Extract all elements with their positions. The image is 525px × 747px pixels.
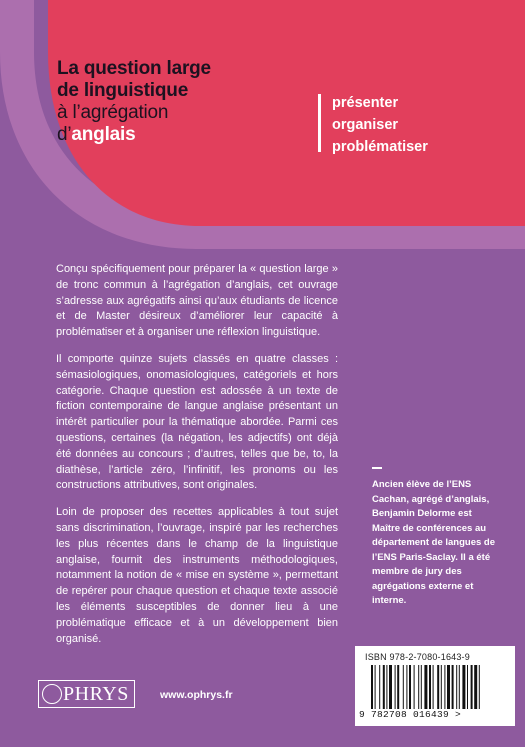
book-title [57, 58, 307, 146]
blurb-text [56, 262, 338, 658]
barcode-bar [421, 665, 422, 709]
barcode-bar [397, 665, 399, 709]
barcode-bar [395, 665, 396, 709]
tag-item: problématiser [332, 139, 428, 155]
barcode-bar [406, 665, 407, 709]
barcode-bar [418, 665, 419, 709]
isbn-barcode-box [355, 646, 515, 726]
title-word-anglais: anglais [71, 124, 136, 145]
barcode-bar [379, 665, 380, 709]
barcode-bar [389, 665, 392, 709]
barcode-bar [409, 665, 411, 709]
title-line-4 [57, 124, 307, 146]
barcode-bar [474, 665, 477, 709]
barcode-bar [456, 665, 457, 709]
barcode-bar [441, 665, 442, 709]
barcode-bar [386, 665, 387, 709]
barcode-bar [403, 665, 404, 709]
tag-item: présenter [332, 95, 399, 111]
barcode-bar [444, 665, 445, 709]
barcode-bar [383, 665, 385, 709]
barcode-bar [459, 665, 460, 709]
publisher-logo [38, 680, 135, 708]
blurb-paragraph-3: Loin de proposer des recettes applicables à tout sujet sans discrimination, l’ouvrage, inspiré par les recherches les plus récentes dans le champ de la linguistique anglaise, fournit des instruments méthodologiques, notamment la notion de « mise en système », permettant de repérer pour chaque question et chaque texte associé les éléments susceptibles de donner lieu à une problématique efficace et à un développement bien organisé. [56, 506, 338, 645]
isbn-label: ISBN 978-2-7080-1643-9 [365, 652, 470, 662]
barcode-digits: 9 782708 016439 > [359, 709, 462, 720]
blurb-paragraph-2: Il comporte quinze sujets classés en quatre classes : sémasiologiques, onomasiologiques, catégoriels et hors catégorie. Chaque question est adossée à un texte de fiction contemporaine de langue anglaise présentant un intérêt particulier pour la thématique abordée. Parmi ces questions, certaines (la négation, les adjectifs) ont déjà été données au concours ; d’autres, telles que be, to, la diathèse, l’article zéro, l’infinitif, les pronoms ou les constructions attributives, sont originales. [56, 352, 338, 492]
barcode-bar [467, 665, 468, 709]
barcode-bar [471, 665, 473, 709]
barcode-bar [424, 665, 427, 709]
barcode-bar [452, 665, 454, 709]
barcode-bar [462, 665, 465, 709]
key-verbs [332, 92, 428, 158]
barcode-bar [437, 665, 439, 709]
title-prefix: d’ [57, 124, 72, 145]
blurb-paragraph-1: Conçu spécifiquement pour préparer la « question large » de tronc commun à l’agrégation d’anglais, cet ouvrage s’adresse aux agrégatifs ainsi qu’aux étudiants de licence et de Master désireux d’améliorer leur capacité à problématiser et à organiser une réflexion linguistique. [56, 263, 338, 339]
barcode-icon [371, 665, 503, 709]
author-bio: Ancien élève de l’ENS Cachan, agrégé d’anglais, Benjamin Delorme est Maître de conférences au département de langues de l’ENS Paris-Saclay. Il a été membre de jury des agrégations externe et interne. [372, 479, 496, 606]
barcode-bar [371, 665, 373, 709]
ophrys-o-icon [42, 684, 62, 704]
barcode-bar [429, 665, 431, 709]
title-line-3: à l’agrégation [57, 102, 169, 123]
tags-divider [318, 94, 321, 152]
publisher-website: www.ophrys.fr [160, 689, 233, 701]
barcode-bar [375, 665, 376, 709]
barcode-bar [447, 665, 450, 709]
bio-rule [372, 467, 382, 469]
barcode-bar [433, 665, 434, 709]
barcode-bar [414, 665, 415, 709]
barcode-bar [479, 665, 480, 709]
title-line-1: La question large [57, 58, 211, 79]
tag-item: organiser [332, 117, 399, 133]
title-line-2: de linguistique [57, 80, 189, 101]
logo-text: PHRYS [63, 682, 129, 705]
